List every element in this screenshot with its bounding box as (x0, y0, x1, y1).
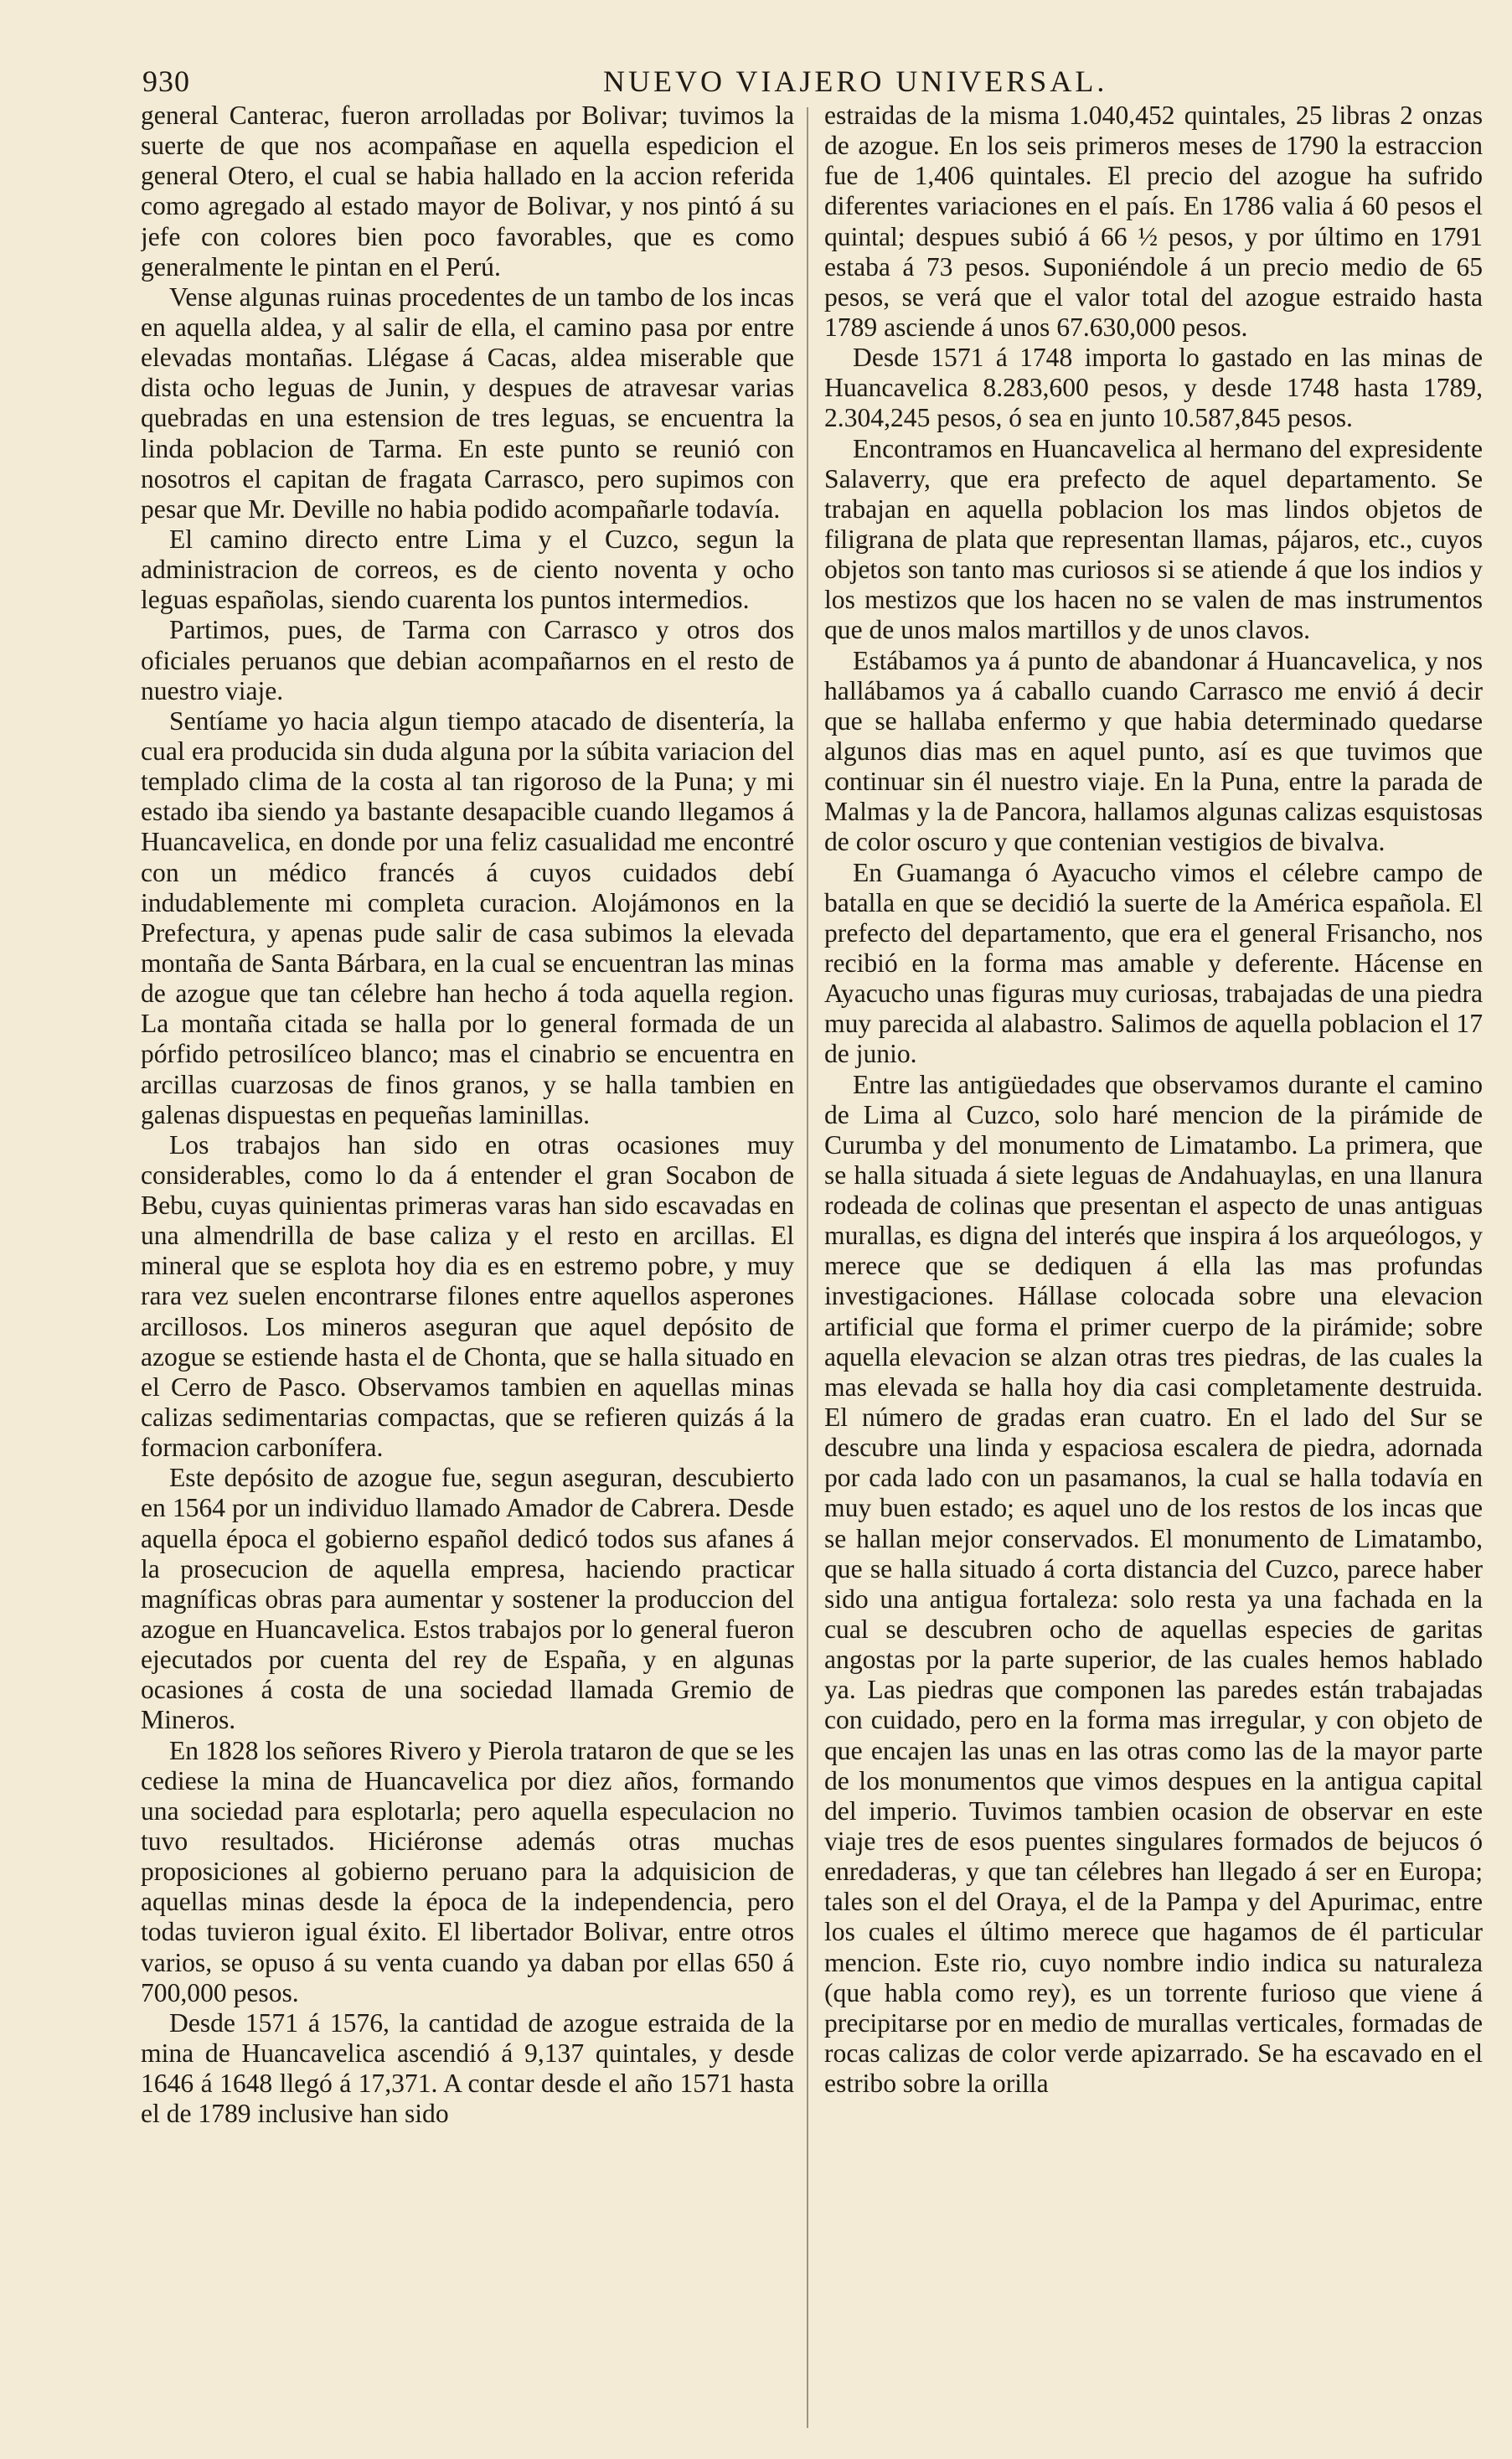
paragraph: Vense algunas ruinas procedentes de un tambo de los incas en aquella aldea, y al salir de ella, el camino pasa por entre elevadas montañas. Llégase á Cacas, aldea miserable que dista ocho leguas de Junin, y despues de atravesar varias quebradas en una estension de tres leguas, se encuentra la linda poblacion de Tarma. En este punto se reunió con nosotros el capitan de fragata Carrasco, pero supimos con pesar que Mr. Deville no habia podido acompañarle todavía. (141, 282, 794, 524)
paragraph: En 1828 los señores Rivero y Pierola trataron de que se les cediese la mina de Huancavelica por diez años, formando una sociedad para esplotarla; pero aquella especulacion no tuvo resultados. Hiciéronse además otras muchas proposiciones al gobierno peruano para la adquisicion de aquellas minas desde la época de la independencia, pero todas tuvieron igual éxito. El libertador Bolivar, entre otros varios, se opuso á su venta cuando ya daban por ellas 650 á 700,000 pesos. (141, 1735, 794, 2007)
paragraph: Este depósito de azogue fue, segun aseguran, descubierto en 1564 por un individuo llamado Amador de Cabrera. Desde aquella época el gobierno español dedicó todos sus afanes á la prosecucion de aquella empresa, haciendo practicar magníficas obras para aumentar y sostener la produccion del azogue en Huancavelica. Estos trabajos por lo general fueron ejecutados por cuenta del rey de España, y en algunas ocasiones á costa de una sociedad llamada Gremio de Mineros. (141, 1463, 794, 1735)
paragraph: Entre las antigüedades que observamos durante el camino de Lima al Cuzco, solo haré mencion de la pirámide de Curumba y del monumento de Limatambo. La primera, que se halla situada á siete leguas de Andahuaylas, en una llanura rodeada de colinas que presentan el aspecto de unas antiguas murallas, es digna del interés que inspira á los arqueólogos, y merece que se dediquen á ella las mas profundas investigaciones. Hállase colocada sobre una elevacion artificial que forma el primer cuerpo de la pirámide; sobre aquella elevacion se alzan otras tres piedras, de las cuales la mas elevada se halla hoy dia casi completamente destruida. El número de gradas eran cuatro. En el lado del Sur se descubre una linda y espaciosa escalera de piedra, adornada por cada lado con un pasamanos, la cual se halla todavía en muy buen estado; es aquel uno de los restos de los incas que se hallan mejor conservados. El monumento de Limatambo, que se halla situado á corta distancia del Cuzco, parece haber sido una antigua fortaleza: solo resta ya una fachada en la cual se descubren ocho de aquellas especies de garitas angostas por la parte superior, de las cuales hemos hablado ya. Las piedras que componen las paredes están trabajadas con cuidado, pero en la forma mas irregular, y con objeto de que encajen las unas en las otras como las de la mayor parte de los monumentos que vimos despues en la antigua capital del imperio. Tuvimos tambien ocasion de observar en este viaje tres de esos puentes singulares formados de bejucos ó enredaderas, y que tan célebres han llegado á ser en Europa; tales son el del Oraya, el de la Pampa y del Apurimac, entre los cuales el último merece que hagamos de él particular mencion. Este rio, cuyo nombre indio indica su naturaleza (que habla como rey), es un torrente furioso que viene á precipitarse por en medio de murallas verticales, formadas de rocas calizas de color verde apizarrado. Se ha escavado en el estribo sobre la orilla (824, 1069, 1483, 2099)
page-number: 930 (142, 65, 190, 98)
paragraph: Partimos, pues, de Tarma con Carrasco y otros dos oficiales peruanos que debian acompañarnos en el resto de nuestro viaje. (141, 615, 794, 705)
column-divider (807, 107, 808, 2428)
paragraph: En Guamanga ó Ayacucho vimos el célebre campo de batalla en que se decidió la suerte de la América española. El prefecto del departamento, que era el general Frisancho, nos recibió en la forma mas amable y deferente. Hácense en Ayacucho unas figuras muy curiosas, trabajadas de una piedra muy parecida al alabastro. Salimos de aquella poblacion el 17 de junio. (824, 857, 1483, 1069)
page-header (0, 60, 1512, 104)
paragraph: general Canterac, fueron arrolladas por Bolivar; tuvimos la suerte de que nos acompañase en aquella espedicion el general Otero, el cual se habia hallado en la accion referida como agregado al estado mayor de Bolivar, y nos pintó á su jefe con colores bien poco favorables, que es como generalmente le pintan en el Perú. (141, 101, 794, 282)
running-title: NUEVO VIAJERO UNIVERSAL. (603, 65, 1108, 98)
paragraph: Desde 1571 á 1576, la cantidad de azogue estraida de la mina de Huancavelica ascendió á 9,137 quintales, y desde 1646 á 1648 llegó á 17,371. A contar desde el año 1571 hasta el de 1789 inclusive han sido (141, 2007, 794, 2129)
right-column (824, 101, 1483, 2430)
paragraph: Estábamos ya á punto de abandonar á Huancavelica, y nos hallábamos ya á caballo cuando Carrasco me envió á decir que se hallaba enfermo y que habia determinado quedarse algunos dias mas en aquel punto, así es que tuvimos que continuar sin él nuestro viaje. En la Puna, entre la parada de Malmas y la de Pancora, hallamos algunas calizas esquistosas de color oscuro y que contenian vestigios de bivalva. (824, 645, 1483, 857)
paragraph: Encontramos en Huancavelica al hermano del expresidente Salaverry, que era prefecto de aquel departamento. Se trabajan en aquella poblacion los mas lindos objetos de filigrana de plata que representan llamas, pájaros, etc., cuyos objetos son tanto mas curiosos si se atiende á que los indios y los mestizos que los hacen no se valen de mas instrumentos que de unos malos martillos y de unos clavos. (824, 433, 1483, 645)
paragraph: Desde 1571 á 1748 importa lo gastado en las minas de Huancavelica 8.283,600 pesos, y desde 1748 hasta 1789, 2.304,245 pesos, ó sea en junto 10.587,845 pesos. (824, 343, 1483, 433)
paragraph: Los trabajos han sido en otras ocasiones muy considerables, como lo da á entender el gran Socabon de Bebu, cuyas quinientas primeras varas han sido escavadas en una almendrilla de base caliza y el resto en arcillas. El mineral que se esplota hoy dia es en estremo pobre, y muy rara vez suelen encontrarse filones entre aquellos asperones arcillosos. Los mineros aseguran que aquel depósito de azogue se estiende hasta el de Chonta, que se halla situado en el Cerro de Pasco. Observamos tambien en aquellas minas calizas sedimentarias compactas, que se refieren quizás á la formacion carbonífera. (141, 1129, 794, 1463)
left-column (141, 101, 794, 2430)
paragraph: El camino directo entre Lima y el Cuzco, segun la administracion de correos, es de ciento noventa y ocho leguas españolas, siendo cuarenta los puntos intermedios. (141, 524, 794, 615)
paragraph: Sentíame yo hacia algun tiempo atacado de disentería, la cual era producida sin duda alguna por la súbita variacion del templado clima de la costa al tan rigoroso de la Puna; y mi estado iba siendo ya bastante desapacible cuando llegamos á Huancavelica, en donde por una feliz casualidad me encontré con un médico francés á cuyos cuidados debí indudablemente mi completa curacion. Alojámonos en la Prefectura, y apenas pude salir de casa subimos la elevada montaña de Santa Bárbara, en la cual se encuentran las minas de azogue que tan célebre han hecho á toda aquella region. La montaña citada se halla por lo general formada de un pórfido petrosilíceo blanco; mas el cinabrio se encuentra en arcillas cuarzosas de finos granos, y se halla tambien en galenas dispuestas en pequeñas laminillas. (141, 705, 794, 1129)
paragraph: estraidas de la misma 1.040,452 quintales, 25 libras 2 onzas de azogue. En los seis primeros meses de 1790 la estraccion fue de 1,406 quintales. El precio del azogue ha sufrido diferentes variaciones en el país. En 1786 valia á 60 pesos el quintal; despues subió á 66 ½ pesos, y por último en 1791 estaba á 73 pesos. Suponiéndole á un precio medio de 65 pesos, se verá que el valor total del azogue estraido hasta 1789 asciende á unos 67.630,000 pesos. (824, 101, 1483, 342)
